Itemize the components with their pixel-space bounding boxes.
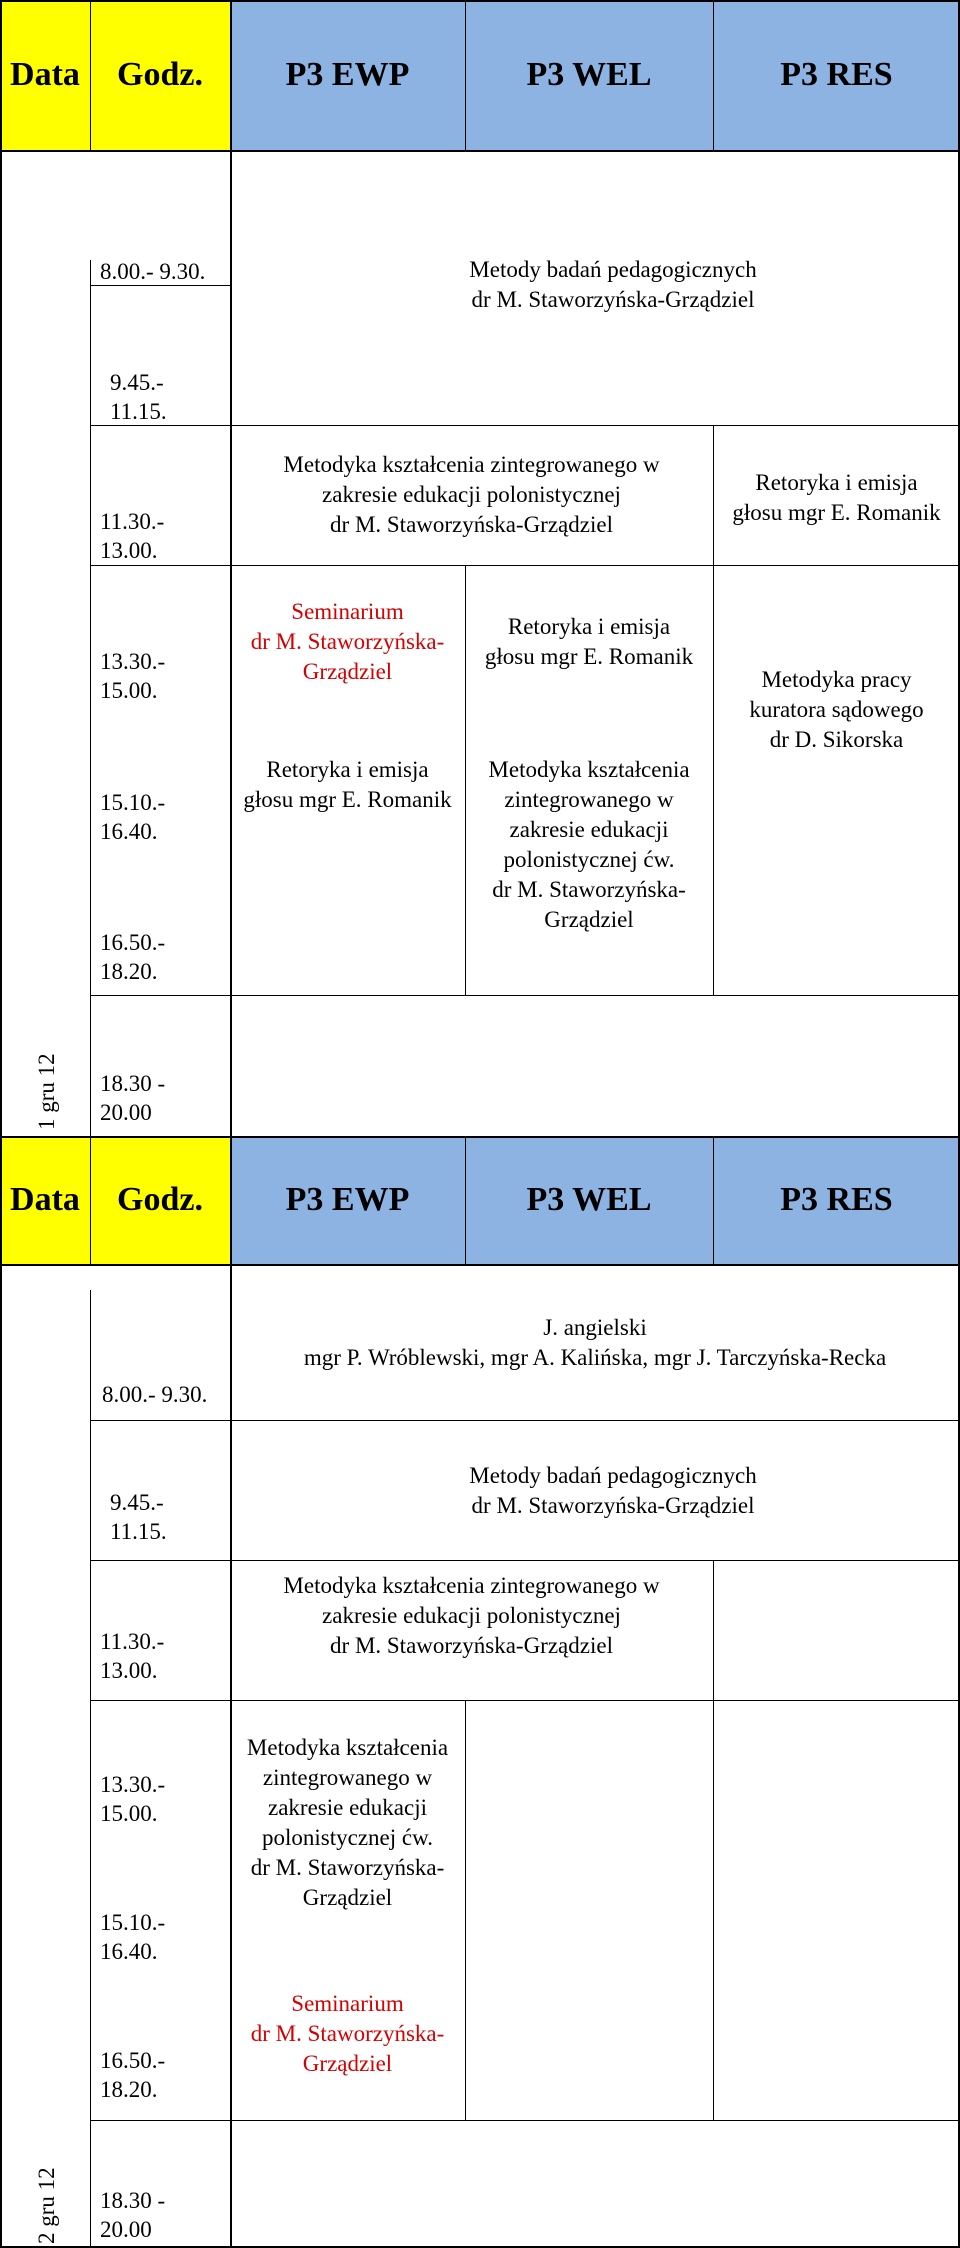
d2-date: 2 gru 12 — [34, 2167, 59, 2244]
border-top — [0, 0, 960, 2]
col-divider-data-body1 — [90, 260, 91, 1136]
d1-time-3: 11.30.- 13.00. — [100, 509, 165, 563]
col-divider-data-body2 — [90, 1290, 91, 2248]
d1-line-metodyka-bottom — [230, 565, 960, 566]
d1-time-6: 16.50.- 18.20. — [100, 930, 166, 984]
d1-retoryka-wel: Retoryka i emisja głosu mgr E. Romanik — [484, 614, 694, 669]
d1-line-res-top — [713, 425, 960, 426]
header2-p3res: P3 RES — [780, 1181, 893, 1218]
d1-line-bottom — [230, 995, 960, 996]
d2-line-2 — [230, 1560, 960, 1561]
d1-retoryka-res: Retoryka i emisja głosu mgr E. Romanik — [732, 470, 941, 525]
d1-retoryka-ewp: Retoryka i emisja głosu mgr E. Romanik — [243, 757, 452, 812]
header-godz: Godz. — [117, 56, 203, 93]
d1-seminarium: Seminarium dr M. Staworzyńska- Grządziel — [250, 599, 445, 684]
d1-metody-badan: Metody badań pedagogicznych dr M. Staworzyńska-Grządziel — [469, 257, 757, 312]
d2-metodyka-wyklad: Metodyka kształcenia zintegrowanego w zakresie edukacji polonistycznej dr M. Staworzyńska-Grządziel — [283, 1573, 660, 1658]
d2-seminarium: Seminarium dr M. Staworzyńska- Grządziel — [250, 1991, 445, 2076]
d2-time-2: 9.45.- 11.15. — [110, 1490, 167, 1544]
header-p3ewp: P3 EWP — [285, 56, 410, 93]
d2-angielski: J. angielski mgr P. Wróblewski, mgr A. Kalińska, mgr J. Tarczyńska-Recka — [303, 1315, 887, 1370]
hdr-col-1 — [465, 0, 466, 150]
header-data: Data — [10, 56, 80, 93]
col-divider-data — [90, 0, 91, 150]
header-underline — [0, 150, 960, 152]
hdr-col-2 — [713, 0, 714, 150]
d2-time-5: 15.10.- 16.40. — [100, 1910, 166, 1964]
d2-time-sep-2 — [90, 1560, 230, 1561]
d1-time-4: 13.30.- 15.00. — [100, 649, 166, 703]
col-divider-data-h2 — [90, 1136, 91, 1264]
header2-p3ewp: P3 EWP — [285, 1181, 410, 1218]
d2-time-6: 16.50.- 18.20. — [100, 2048, 166, 2102]
d2-metodyka-cw: Metodyka kształcenia zintegrowanego w zakresie edukacji polonistycznej ćw. dr M. Staworzyńska- Grządziel — [246, 1735, 449, 1910]
d1-date: 1 gru 12 — [34, 1053, 59, 1130]
d2-line-bottom — [90, 2120, 960, 2121]
hdr2-col-2 — [713, 1136, 714, 1264]
d2-col-wel — [713, 1700, 714, 2120]
header-p3wel: P3 WEL — [526, 56, 652, 93]
border-left — [0, 0, 2, 2248]
header2-godz: Godz. — [117, 1181, 203, 1218]
hdr2-col-1 — [465, 1136, 466, 1264]
d1-time-1: 8.00.- 9.30. — [100, 259, 206, 284]
time-sep — [90, 995, 230, 996]
d2-metody-badan: Metody badań pedagogicznych dr M. Staworzyńska-Grządziel — [469, 1463, 757, 1518]
header2-p3wel: P3 WEL — [526, 1181, 652, 1218]
d1-time-5: 15.10.- 16.40. — [100, 790, 166, 844]
d1-col-wel — [713, 565, 714, 995]
d1-time-7: 18.30 - 20.00 — [100, 1071, 166, 1125]
d2-time-7: 18.30 - 20.00 — [100, 2188, 166, 2242]
header2-data: Data — [10, 1181, 80, 1218]
d2-time-sep-1 — [90, 1420, 230, 1421]
header2-topline — [0, 1136, 960, 1138]
time-sep — [90, 565, 230, 566]
d2-time-3: 11.30.- 13.00. — [100, 1629, 165, 1683]
d1-time-2: 9.45.- 11.15. — [110, 370, 167, 424]
d2-time-1: 8.00.- 9.30. — [102, 1382, 208, 1407]
d1-metodyka-cw: Metodyka kształcenia zintegrowanego w zakresie edukacji polonistycznej ćw. dr M. Staworzyńska- Grządziel — [488, 757, 690, 932]
d1-metodyka-wyklad: Metodyka kształcenia zintegrowanego w zakresie edukacji polonistycznej dr M. Staworzyńska-Grządziel — [283, 452, 660, 537]
d2-line-3 — [230, 1700, 960, 1701]
d2-col-ewp — [465, 1700, 466, 2120]
d2-time-sep-3 — [90, 1700, 230, 1701]
d2-col-res-2 — [713, 1560, 714, 1700]
d2-time-4: 13.30.- 15.00. — [100, 1772, 166, 1826]
header2-underline — [0, 1264, 960, 1266]
d1-kurator: Metodyka pracy kuratora sądowego dr D. Sikorska — [749, 667, 924, 752]
header-p3res: P3 RES — [780, 56, 893, 93]
d1-line-above-metodyka — [230, 425, 713, 426]
d2-line-1 — [230, 1420, 960, 1421]
